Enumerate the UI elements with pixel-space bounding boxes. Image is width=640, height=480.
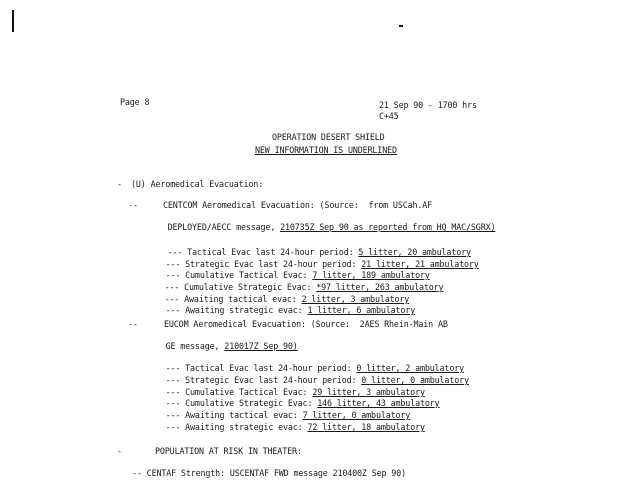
section-heading: (U) Aeromedical Evacuation: bbox=[131, 179, 264, 189]
eucom-row bbox=[146, 412, 425, 442]
document-subtitle: NEW INFORMATION IS UNDERLINED bbox=[255, 145, 397, 155]
row-label: --- Awaiting tactical evac: bbox=[164, 294, 302, 304]
centaf-strength-line: -- CENTAF Strength: USCENTAF FWD message 210400Z Sep 90) bbox=[132, 468, 406, 478]
row-value: 29 litter, 3 ambulatory bbox=[312, 387, 425, 397]
row-label: --- Tactical Evac last 24-hour period: bbox=[165, 363, 357, 373]
row-value: 21 litter, 21 ambulatory bbox=[361, 259, 479, 269]
document-title: OPERATION DESERT SHIELD bbox=[272, 132, 385, 142]
row-value: 0 litter, 0 ambulatory bbox=[361, 375, 469, 385]
row-value: 0 litter, 2 ambulatory bbox=[356, 363, 465, 373]
page-number: Page 8 bbox=[120, 97, 150, 107]
row-label: --- Strategic Evac last 24-hour period: bbox=[165, 375, 362, 385]
row-value: 146 litter, 43 ambulatory bbox=[317, 398, 440, 408]
row-label: --- Awaiting tactical evac: bbox=[165, 410, 303, 420]
eucom-source-underlined: 210017Z Sep 90) bbox=[224, 341, 298, 351]
date-suffix: C+45 bbox=[379, 111, 399, 121]
population-heading: POPULATION AT RISK IN THEATER: bbox=[155, 446, 302, 456]
row-label: --- Strategic Evac last 24-hour period: bbox=[165, 259, 362, 269]
centcom-source-prefix: DEPLOYED/AECC message, bbox=[167, 222, 281, 232]
row-value: 7 litter, 189 ambulatory bbox=[312, 270, 430, 280]
row-value: 1 litter, 6 ambulatory bbox=[307, 305, 416, 315]
scan-mark-top bbox=[399, 25, 403, 27]
section-marker: - bbox=[117, 179, 122, 189]
row-label: --- Cumulative Tactical Evac: bbox=[165, 270, 313, 280]
eucom-source-prefix: GE message, bbox=[165, 341, 225, 351]
centcom-source-underlined: 210735Z Sep 90 as reported from HQ MAC/SGRX) bbox=[280, 222, 496, 232]
row-value: 2 litter, 3 ambulatory bbox=[301, 294, 410, 304]
row-label: --- Awaiting strategic evac: bbox=[165, 305, 308, 315]
row-label: --- Awaiting strategic evac: bbox=[165, 422, 308, 432]
row-value: 72 litter, 18 ambulatory bbox=[307, 422, 425, 432]
scan-mark-left bbox=[12, 10, 14, 32]
row-value: *97 litter, 263 ambulatory bbox=[316, 282, 444, 292]
date-time-line: 21 Sep 90 - 1700 hrs bbox=[379, 100, 477, 110]
row-label: --- Cumulative Strategic Evac: bbox=[165, 398, 318, 408]
row-label: --- Tactical Evac last 24-hour period: bbox=[167, 247, 359, 257]
row-label: --- Cumulative Tactical Evac: bbox=[165, 387, 313, 397]
population-dash: - bbox=[117, 446, 122, 456]
centcom-intro: CENTCOM Aeromedical Evacuation: (Source: from USCah.AF bbox=[163, 200, 433, 210]
centcom-dash: -- bbox=[128, 200, 138, 210]
row-label: --- Cumulative Strategic Evac: bbox=[164, 282, 317, 292]
eucom-intro: EUCOM Aeromedical Evacuation: (Source: 2AES Rhein-Main AB bbox=[164, 319, 448, 329]
row-value: 7 litter, 0 ambulatory bbox=[302, 410, 411, 420]
eucom-dash: -- bbox=[128, 319, 138, 329]
row-value: 5 litter, 20 ambulatory bbox=[358, 247, 471, 257]
